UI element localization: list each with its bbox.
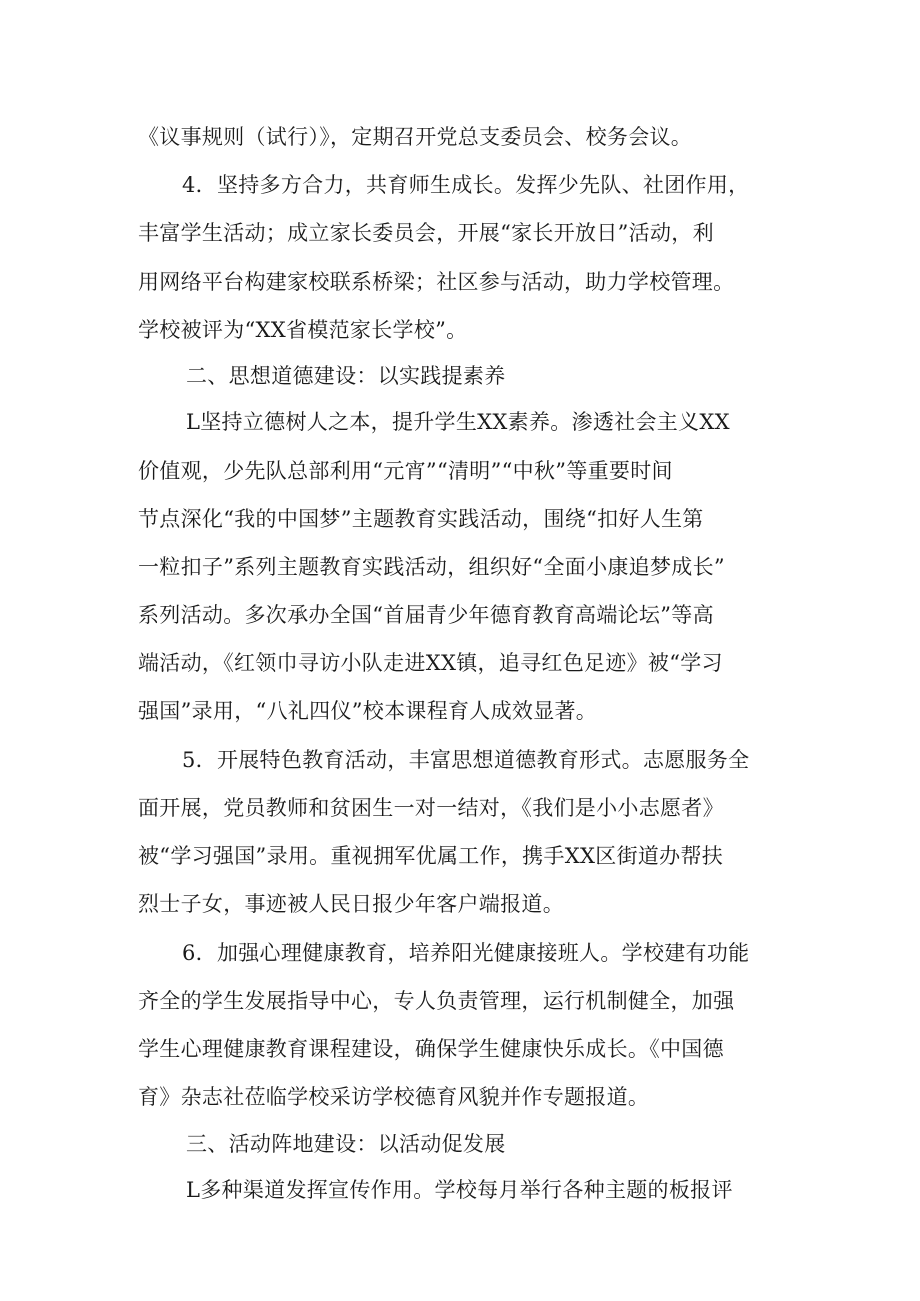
text-line: 强国”录用，“八礼四仪”校本课程育人成效显著。	[138, 699, 598, 723]
text-line: 学校被评为“XX省模范家长学校”。	[138, 318, 468, 342]
text-line: L坚持立德树人之本，提升学生XX素养。渗透社会主义XX	[186, 410, 730, 434]
text-line: 齐全的学生发展指导中心，专人负责管理，运行机制健全，加强	[138, 989, 735, 1013]
text-line: 用网络平台构建家校联系桥梁；社区参与活动，助力学校管理。	[138, 270, 735, 294]
text-line: 育》杂志社莅临学校采访学校德育风貌并作专题报道。	[138, 1085, 650, 1109]
text-line: 端活动，《红领巾寻访小队走进XX镇，追寻红色足迹》被“学习	[138, 651, 723, 675]
text-line: 5．开展特色教育活动，丰富思想道德教育形式。志愿服务全	[182, 748, 750, 772]
text-line: 《议事规则（试行）》，定期召开党总支委员会、校务会议。	[138, 125, 693, 149]
text-line: 价值观，少先队总部利用“元宵”“清明”“中秋”等重要时间	[138, 459, 673, 483]
section-heading: 二、思想道德建设：以实践提素养	[186, 364, 506, 388]
text-line: 系列活动。多次承办全国“首届青少年德育教育高端论坛”等高	[138, 603, 714, 627]
text-line: 面开展，党员教师和贫困生一对一结对，《我们是小小志愿者》	[138, 796, 724, 820]
text-line: 节点深化“我的中国梦”主题教育实践活动，围绕“扣好人生第	[138, 507, 704, 531]
text-line: 被“学习强国”录用。重视拥军优属工作，携手XX区街道办帮扶	[138, 844, 724, 868]
text-line: 6．加强心理健康教育，培养阳光健康接班人。学校建有功能	[182, 941, 750, 965]
text-line: 丰富学生活动；成立家长委员会，开展“家长开放日”活动，利	[138, 221, 714, 245]
section-heading: 三、活动阵地建设：以活动促发展	[186, 1132, 506, 1156]
text-line: 学生心理健康教育课程建设，确保学生健康快乐成长。《中国德	[138, 1037, 724, 1061]
text-line: 烈士子女，事迹被人民日报少年客户端报道。	[138, 892, 564, 916]
text-line: L多种渠道发挥宣传作用。学校每月举行各种主题的板报评	[186, 1178, 733, 1202]
text-line: 4．坚持多方合力，共育师生成长。发挥少先队、社团作用，	[182, 173, 750, 197]
text-line: 一粒扣子”系列主题教育实践活动，组织好“全面小康追梦成长”	[138, 555, 725, 579]
